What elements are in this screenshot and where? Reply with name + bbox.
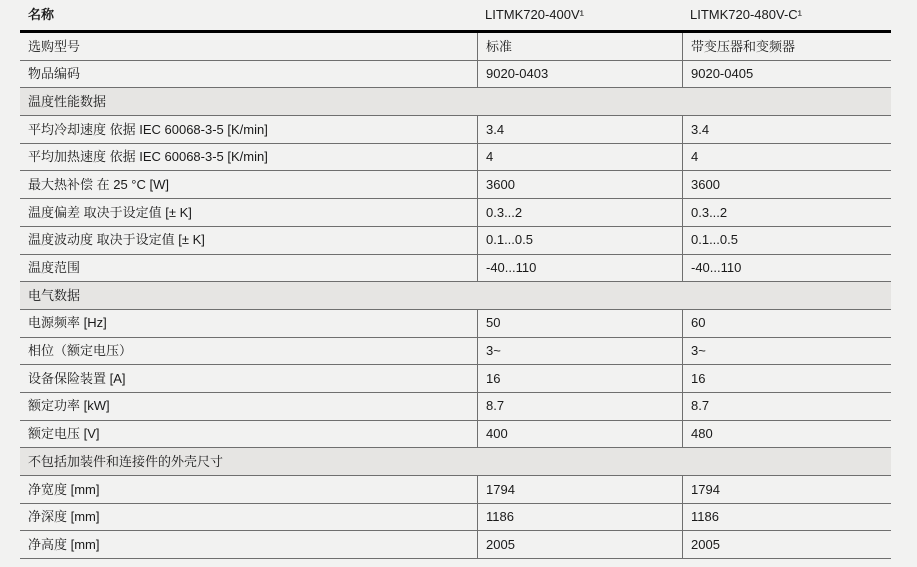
table-row	[20, 255, 891, 283]
row-value-480v-c: 2005	[682, 531, 891, 558]
section-title: 不包括加装件和连接件的外壳尺寸	[28, 453, 224, 469]
row-value-480v-c: 1186	[682, 504, 891, 531]
row-value-480v-c: 1794	[682, 476, 891, 503]
table-body	[20, 33, 891, 559]
row-value-400v: 1794	[477, 476, 682, 503]
table-section-row	[20, 448, 891, 476]
row-label: 平均冷却速度 依据 IEC 60068-3-5 [K/min]	[28, 121, 268, 137]
row-label: 温度偏差 取决于设定值 [± K]	[28, 204, 192, 220]
row-value-480v-c: 3.4	[682, 116, 891, 143]
column-header-model-400v: LITMK720-400V¹	[485, 7, 584, 23]
table-row	[20, 476, 891, 504]
table-row	[20, 116, 891, 144]
table-section-row	[20, 88, 891, 116]
table-row	[20, 171, 891, 199]
row-label: 选购型号	[28, 38, 81, 54]
row-label: 物品编码	[28, 66, 81, 82]
table-row	[20, 531, 891, 559]
row-label: 温度范围	[28, 260, 81, 276]
section-title: 电气数据	[28, 287, 81, 303]
row-value-400v: 1186	[477, 504, 682, 531]
table-row	[20, 144, 891, 172]
row-label: 净深度 [mm]	[28, 509, 100, 525]
row-value-400v: 9020-0403	[477, 61, 682, 88]
table-row	[20, 33, 891, 61]
row-value-480v-c: 带变压器和变频器	[682, 33, 891, 60]
table-header-row	[20, 0, 891, 33]
table-row	[20, 227, 891, 255]
row-value-400v: 标准	[477, 33, 682, 60]
row-label: 净宽度 [mm]	[28, 481, 100, 497]
row-label: 电源频率 [Hz]	[28, 315, 107, 331]
table-row	[20, 504, 891, 532]
row-value-480v-c: 9020-0405	[682, 61, 891, 88]
row-value-400v: 0.3...2	[477, 199, 682, 226]
column-header-name: 名称	[28, 7, 55, 23]
row-value-480v-c: 480	[682, 421, 891, 448]
row-value-400v: 3.4	[477, 116, 682, 143]
section-title: 温度性能数据	[28, 93, 107, 109]
row-label: 相位（额定电压）	[28, 343, 133, 359]
row-value-400v: 50	[477, 310, 682, 337]
row-label: 最大热补偿 在 25 °C [W]	[28, 176, 169, 192]
row-value-400v: 3600	[477, 171, 682, 198]
table-row	[20, 393, 891, 421]
column-header-model-480v-c: LITMK720-480V-C¹	[690, 7, 802, 23]
row-label: 平均加热速度 依据 IEC 60068-3-5 [K/min]	[28, 149, 268, 165]
row-value-400v: 8.7	[477, 393, 682, 420]
row-value-400v: 0.1...0.5	[477, 227, 682, 254]
row-value-480v-c: 16	[682, 365, 891, 392]
row-value-480v-c: 4	[682, 144, 891, 171]
table-row	[20, 338, 891, 366]
spec-table	[20, 0, 891, 559]
row-value-480v-c: -40...110	[682, 255, 891, 282]
row-label: 设备保险装置 [A]	[28, 370, 126, 386]
row-label: 净高度 [mm]	[28, 536, 100, 552]
row-value-400v: 400	[477, 421, 682, 448]
row-label: 额定电压 [V]	[28, 426, 100, 442]
table-row	[20, 310, 891, 338]
row-value-480v-c: 0.3...2	[682, 199, 891, 226]
row-value-480v-c: 8.7	[682, 393, 891, 420]
row-value-480v-c: 3600	[682, 171, 891, 198]
row-value-400v: 2005	[477, 531, 682, 558]
row-value-480v-c: 60	[682, 310, 891, 337]
table-row	[20, 199, 891, 227]
row-label: 温度波动度 取决于设定值 [± K]	[28, 232, 205, 248]
row-value-400v: -40...110	[477, 255, 682, 282]
row-label: 额定功率 [kW]	[28, 398, 110, 414]
row-value-480v-c: 3~	[682, 338, 891, 365]
row-value-480v-c: 0.1...0.5	[682, 227, 891, 254]
row-value-400v: 3~	[477, 338, 682, 365]
row-value-400v: 4	[477, 144, 682, 171]
table-row	[20, 61, 891, 89]
table-row	[20, 365, 891, 393]
row-value-400v: 16	[477, 365, 682, 392]
table-row	[20, 421, 891, 449]
table-section-row	[20, 282, 891, 310]
